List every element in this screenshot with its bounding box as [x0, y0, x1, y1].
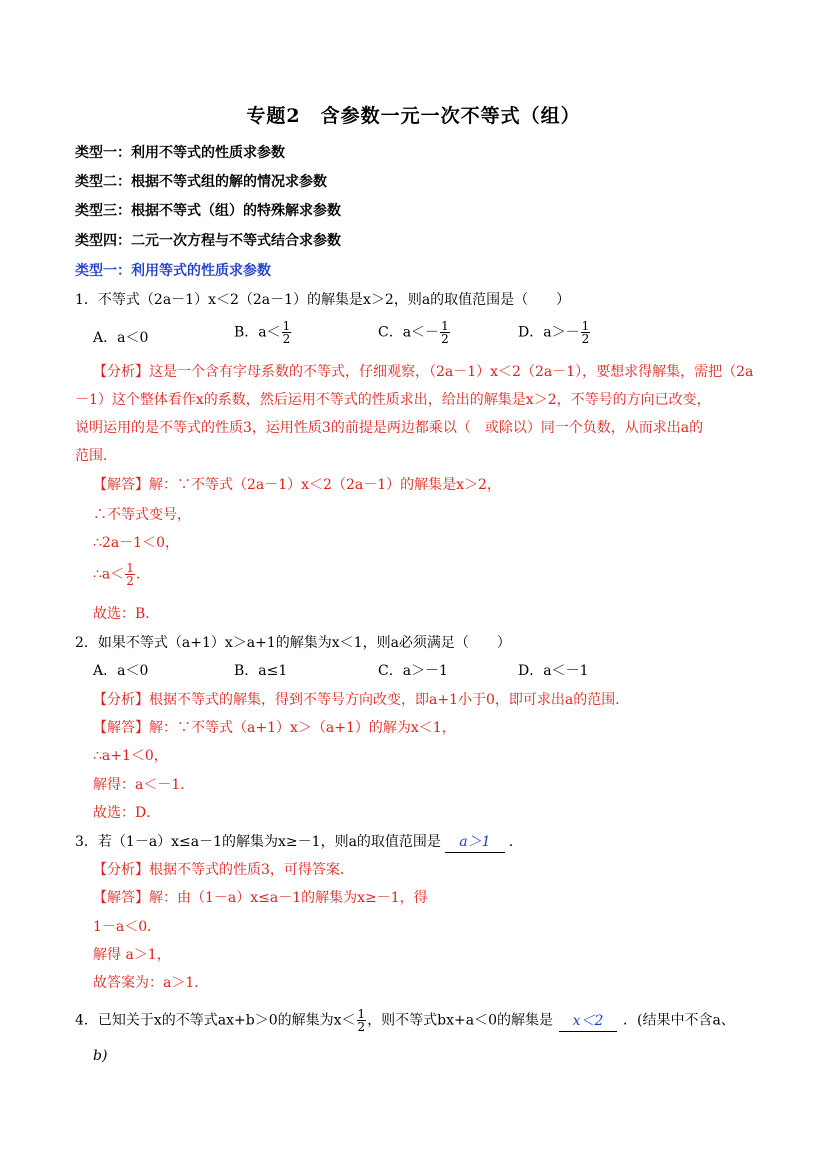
q4-stem-a: 4．已知关于x的不等式ax+b＞0的解集为x＜: [75, 1012, 356, 1029]
type-two: 类型二：根据不等式组的解的情况求参数: [75, 174, 327, 190]
q4-answer-blank: x＜2: [559, 1011, 617, 1032]
q1-solution-fraction-line: ∴a＜ $\frac{1}{2}$ ．: [93, 561, 150, 588]
q4-stem-line: [75, 1008, 735, 1033]
q2-stem: 2．如果不等式（a+1）x＞a+1的解集为x＜1，则a必须满足（ ）: [75, 635, 511, 651]
fraction-denominator: 2: [441, 332, 449, 346]
q4-stem-cont: b): [93, 1048, 108, 1064]
q2-analysis: 【分析】根据不等式的解集，得到不等号方向改变，即a+1小于0，即可求出a的范围．: [93, 692, 630, 708]
q1-stem: 1．不等式（2a－1）x＜2（2a－1）的解集是x＞2，则a的取值范围是（ ）: [75, 292, 571, 308]
q2-solution-line: 解得：a＜－1．: [93, 777, 195, 793]
fraction: [125, 562, 135, 587]
q1-option-d-text: D．a＞－: [518, 324, 580, 341]
fraction: [357, 1008, 367, 1033]
q3-stem-line: [75, 832, 523, 853]
q1-option-c: [378, 320, 451, 345]
q3-analysis: 【分析】根据不等式的性质3，可得答案．: [93, 862, 354, 878]
q1-option-c-text: C．a＜－: [378, 324, 440, 341]
q2-solution-line: ∴a+1＜0，: [93, 748, 168, 764]
q2-option-c: C．a＞－1: [378, 663, 448, 679]
fraction-denominator: 2: [581, 332, 590, 346]
page-title: 专题2 含参数一元一次不等式（组）: [246, 105, 581, 127]
q1-solution-line: 【解答】解：∵不等式（2a－1）x＜2（2a－1）的解集是x＞2，: [93, 477, 501, 493]
q3-solution-line: 1－a＜0．: [93, 919, 162, 935]
q2-solution-line: 故选：D．: [93, 805, 161, 821]
q1-analysis-line: 【分析】这是一个含有字母系数的不等式，仔细观察，（2a－1）x＜2（2a－1），要想求得解集，需把（2a: [93, 364, 754, 380]
q1-option-b: [234, 320, 292, 345]
q3-solution-line: 解得 a＞1，: [93, 947, 171, 963]
q1-solution-line: ∴不等式变号，: [93, 507, 191, 523]
section-heading: 类型一：利用等式的性质求参数: [75, 263, 271, 279]
fraction-numerator: 1: [441, 319, 449, 333]
type-four: 类型四：二元一次方程与不等式结合求参数: [75, 233, 341, 249]
q2-option-a: A．a＜0: [93, 663, 149, 679]
q2-option-b: B．a≤1: [234, 663, 288, 679]
q3-stem: 3．若（1－a）x≤a－1的解集为x≥－1，则a的取值范围是: [75, 834, 441, 850]
q3-solution-line: 【解答】解：由（1－a）x≤a－1的解集为x≥－1，得: [93, 890, 428, 906]
q1-analysis-line: 范围．: [75, 448, 117, 464]
q2-option-d: D．a＜－1: [518, 663, 589, 679]
fraction: [282, 320, 292, 345]
q4-stem-c: ．(结果中不含a、: [623, 1012, 735, 1029]
type-one: 类型一：利用不等式的性质求参数: [75, 145, 285, 161]
fraction: [440, 320, 450, 345]
q1-solution-text: ∴a＜: [93, 566, 125, 583]
q1-solution-line: ∴2a－1＜0，: [93, 535, 179, 551]
q3-solution-line: 故答案为：a＞1．: [93, 975, 209, 991]
q3-stem-end: ．: [508, 834, 523, 850]
q3-answer-blank: a＞1: [445, 832, 505, 853]
fraction-denominator: 2: [126, 574, 134, 588]
fraction-denominator: 2: [282, 332, 291, 346]
fraction-numerator: 1: [357, 1007, 366, 1021]
q1-solution-line: 故选：B．: [93, 606, 160, 622]
fraction-numerator: 1: [126, 561, 134, 575]
q1-option-a: A．a＜0: [93, 330, 149, 346]
fraction: [581, 320, 591, 345]
q1-analysis-line: －1）这个整体看作x的系数，然后运用不等式的性质求出，给出的解集是x＞2，不等号的方向已改变，: [75, 392, 711, 408]
fraction-numerator: 1: [282, 319, 291, 333]
fraction-numerator: 1: [581, 319, 590, 333]
q4-stem-b: ，则不等式bx+a＜0的解集是: [367, 1012, 554, 1029]
fraction-denominator: 2: [357, 1020, 366, 1034]
type-three: 类型三：根据不等式（组）的特殊解求参数: [75, 203, 341, 219]
q1-analysis-line: 说明运用的是不等式的性质3，运用性质3的前提是两边都乘以（ 或除以）同一个负数，从而求出a的: [75, 420, 704, 436]
q1-option-d: [518, 320, 591, 345]
q1-option-b-text: B．a＜: [234, 324, 281, 341]
q2-solution-line: 【解答】解：∵不等式（a+1）x＞（a+1）的解为x＜1，: [93, 720, 456, 736]
